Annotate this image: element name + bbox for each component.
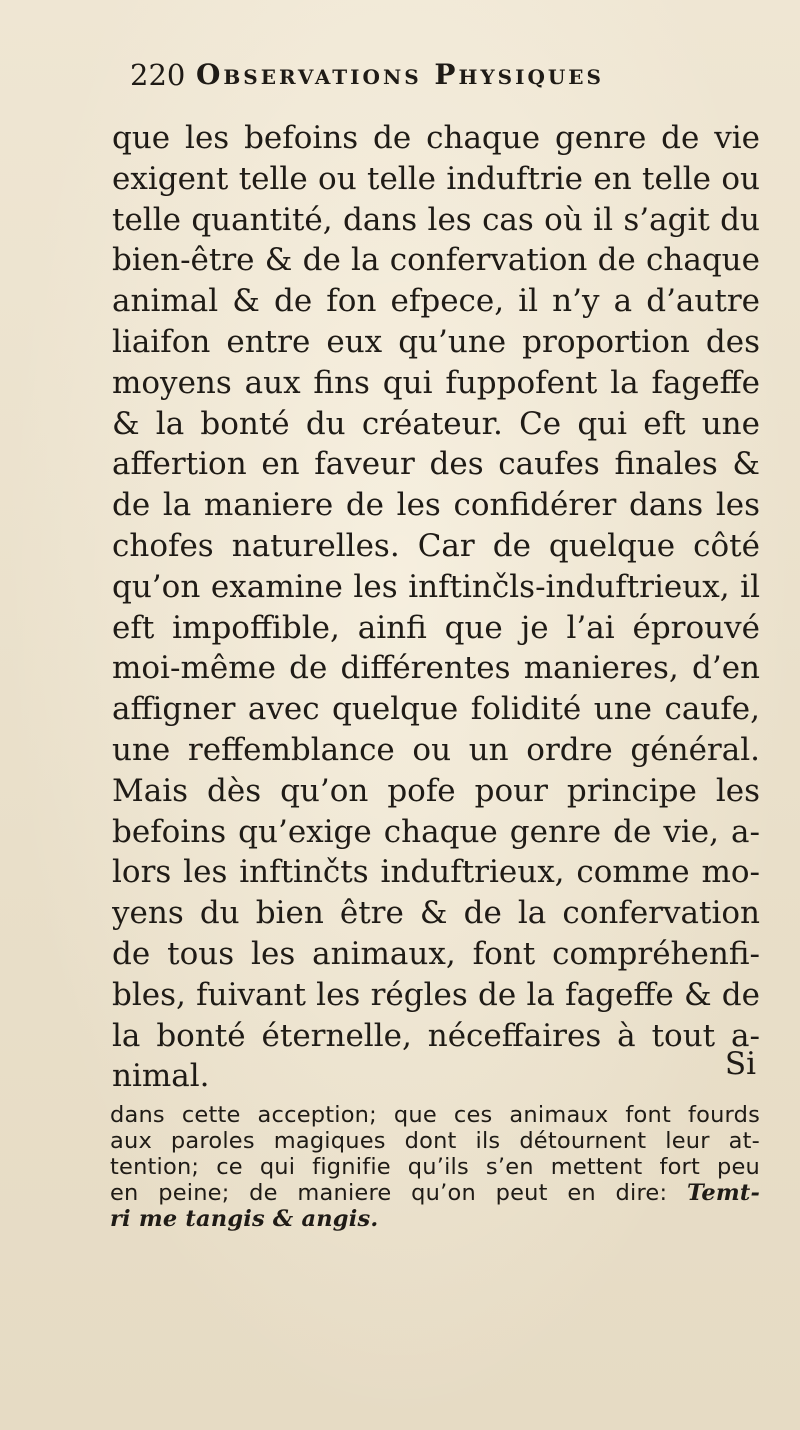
text-line: Mais dès qu’on pofe pour principe les (112, 772, 760, 809)
text-line: moyens aux fins qui fuppofent la fageffe (112, 364, 760, 401)
footnote (110, 1102, 760, 1232)
text-line: bles, fuivant les régles de la fageffe & de (112, 976, 760, 1013)
text-line: telle quantité, dans les cas où il s’agit du (112, 201, 760, 238)
footnote-italic-line: ri me tangis & angis. (110, 1206, 379, 1232)
text-line: bien-être & de la confervation de chaque (112, 242, 760, 279)
text-line: animal & de fon efpece, il n’y a d’autre (112, 283, 760, 320)
text-line: exigent telle ou telle induftrie en telle ou (112, 160, 760, 197)
text-line: befoins qu’exige chaque genre de vie, a- (112, 813, 760, 850)
footnote-line: tention; ce qui fignifie qu’ils s’en mettent fort peu (110, 1154, 760, 1180)
text-line: nimal. (112, 1058, 210, 1095)
text-line: que les befoins de chaque genre de vie (112, 120, 760, 156)
footnote-italic-text: Temt- (686, 1180, 760, 1206)
text-line: moi-même de différentes manieres, d’en (112, 650, 760, 687)
text-line: qu’on examine les inftinčls-induftrieux, il (112, 568, 760, 605)
text-line: affertion en faveur des caufes finales & (112, 446, 760, 483)
text-line: de tous les animaux, font compréhenfi- (112, 935, 760, 972)
footnote-line: aux paroles magiques dont ils détournent leur at- (110, 1128, 760, 1154)
text-line: une reffemblance ou un ordre général. (112, 731, 760, 768)
text-line: chofes naturelles. Car de quelque côté (112, 527, 760, 564)
text-line: liaifon entre eux qu’une proportion des (112, 323, 760, 360)
text-line: yens du bien être & de la confervation (112, 895, 760, 932)
text-line: & la bonté du créateur. Ce qui eft une (112, 405, 760, 442)
footnote-line-text: en peine; de maniere qu’on peut en dire: (110, 1180, 668, 1206)
footnote-line (110, 1180, 760, 1206)
main-text (112, 118, 760, 1097)
text-line: de la maniere de les confidérer dans les (112, 487, 760, 524)
text-line: affigner avec quelque folidité une caufe, (112, 691, 760, 728)
text-line: eft impoffible, ainfi que je l’ai éprouvé (112, 609, 760, 646)
text-line: la bonté éternelle, néceffaires à tout a- (112, 1017, 760, 1054)
page-number: 220 (130, 58, 186, 92)
running-title: Observations Physiques (196, 58, 604, 91)
text-line: lors les inftinčts induftrieux, comme mo- (112, 854, 760, 891)
catchword: Si (724, 1046, 756, 1082)
page-header (130, 58, 770, 98)
footnote-line: dans cette acception; que ces animaux font fourds (110, 1102, 760, 1128)
